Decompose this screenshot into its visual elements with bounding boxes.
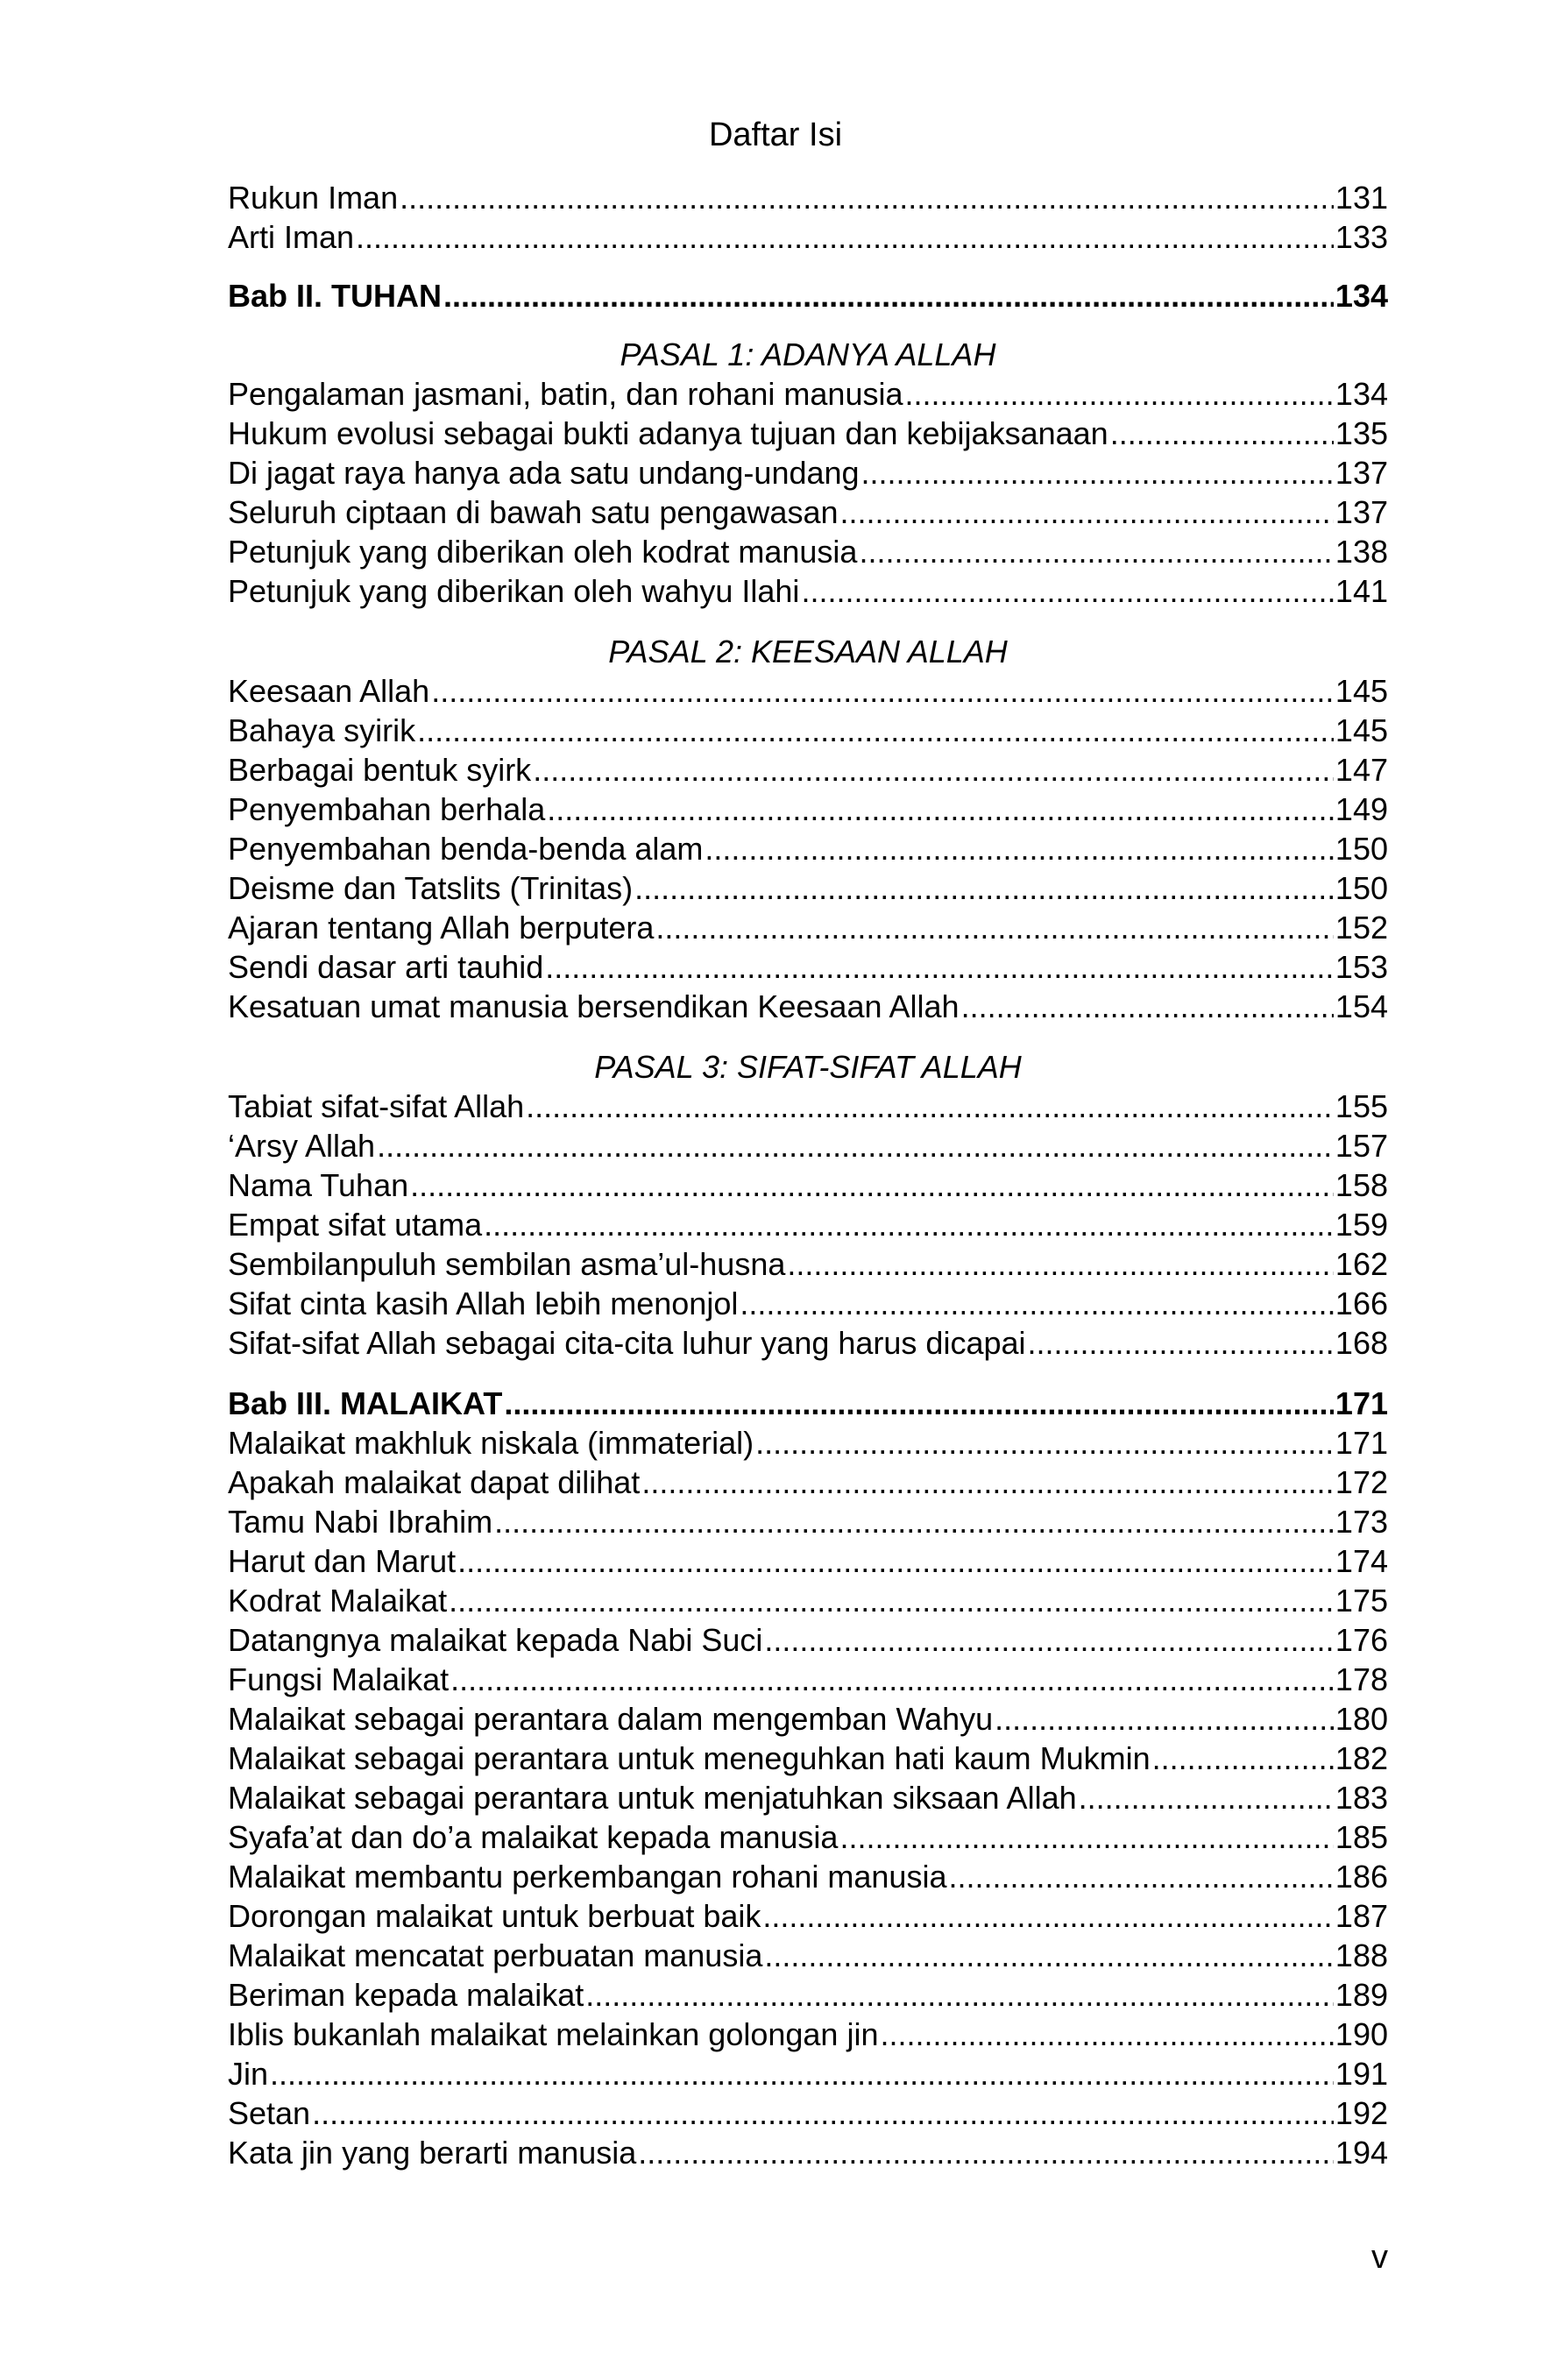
dot-leader [417, 711, 1334, 750]
toc-entry-title: Kata jin yang berarti manusia [228, 2135, 637, 2171]
toc-entry-title: Malaikat sebagai perantara dalam mengemban Wahyu [228, 1701, 994, 1737]
toc-entry-title: Tamu Nabi Ibrahim [228, 1504, 493, 1540]
dot-leader [634, 868, 1334, 908]
toc-entry[interactable] [228, 987, 1388, 1026]
toc-entry[interactable] [228, 1087, 1388, 1126]
toc-entry[interactable] [228, 374, 1388, 414]
toc-entry[interactable] [228, 790, 1388, 829]
toc-entry-title: Apakah malaikat dapat dilihat [228, 1464, 641, 1500]
toc-entry[interactable] [228, 671, 1388, 711]
toc-entry-page: 145 [1335, 712, 1388, 748]
dot-leader [449, 1581, 1334, 1620]
toc-entry-page: 186 [1335, 1859, 1388, 1895]
toc-entry-title: Malaikat makhluk niskala (immaterial) [228, 1425, 754, 1461]
toc-entry[interactable] [228, 868, 1388, 908]
toc-entry[interactable] [228, 532, 1388, 571]
chapter-entry-tuhan[interactable] [228, 276, 1388, 315]
dot-leader [545, 947, 1334, 987]
toc-entry-page: 171 [1335, 1425, 1388, 1461]
dot-leader [961, 987, 1334, 1026]
toc-entry[interactable] [228, 711, 1388, 750]
toc-entry[interactable] [228, 1817, 1388, 1857]
toc-entry-title: Syafa’at dan do’a malaikat kepada manusia [228, 1819, 839, 1855]
section-bab-3-entries [228, 1423, 1388, 2172]
dot-leader [312, 2093, 1334, 2133]
toc-entry-title: Malaikat membantu perkembangan rohani manusia [228, 1859, 947, 1895]
toc-entry-page: 192 [1335, 2095, 1388, 2131]
dot-leader [356, 217, 1334, 257]
toc-entry-page: 180 [1335, 1701, 1388, 1737]
toc-entry-title: Malaikat sebagai perantara untuk meneguhkan hati kaum Mukmin [228, 1740, 1151, 1776]
toc-entry-page: 155 [1335, 1088, 1388, 1124]
chapter-title: Bab II. TUHAN [228, 278, 443, 314]
dot-leader [705, 829, 1334, 868]
section-pasal-2-entries [228, 671, 1388, 1026]
toc-entry-page: 187 [1335, 1898, 1388, 1934]
toc-entry-title: Tabiat sifat-sifat Allah [228, 1088, 525, 1124]
toc-entry-title: Hukum evolusi sebagai bukti adanya tujuan dan kebijaksanaan [228, 415, 1108, 451]
toc-entry-title: Keesaan Allah [228, 673, 430, 709]
toc-entry-page: 158 [1335, 1167, 1388, 1203]
toc-entry-page: 137 [1335, 455, 1388, 491]
toc-entry-title: Malaikat mencatat perbuatan manusia [228, 1937, 763, 1973]
toc-entry-page: 138 [1335, 534, 1388, 570]
toc-entry-title: Seluruh ciptaan di bawah satu pengawasan [228, 494, 839, 530]
dot-leader [755, 1423, 1334, 1463]
toc-entry-title: Harut dan Marut [228, 1543, 457, 1579]
toc-entry-page: 147 [1335, 752, 1388, 788]
toc-entry[interactable] [228, 1502, 1388, 1541]
toc-entry-title: Nama Tuhan [228, 1167, 409, 1203]
dot-leader [443, 276, 1334, 315]
section-heading-pasal-1: PASAL 1: ADANYA ALLAH [620, 336, 996, 372]
toc-entry-page: 149 [1335, 791, 1388, 827]
dot-leader [400, 178, 1334, 217]
toc-entry-page: 134 [1335, 376, 1388, 412]
dot-leader [585, 1975, 1334, 2015]
toc-entry-page: 172 [1335, 1464, 1388, 1500]
toc-entry-page: 174 [1335, 1543, 1388, 1579]
toc-entry[interactable] [228, 1463, 1388, 1502]
dot-leader [948, 1857, 1333, 1896]
toc-entry-title: Arti Iman [228, 219, 355, 255]
toc-entry[interactable] [228, 1975, 1388, 2015]
toc-entry-title: Sifat-sifat Allah sebagai cita-cita luhur yang harus dicapai [228, 1325, 1026, 1361]
toc-entry-title: Fungsi Malaikat [228, 1661, 450, 1697]
dot-leader [457, 1541, 1334, 1581]
toc-entry-page: 166 [1335, 1286, 1388, 1321]
dot-leader [410, 1165, 1334, 1205]
dot-leader [764, 1620, 1334, 1660]
dot-leader [839, 1817, 1333, 1857]
toc-entry-page: 152 [1335, 910, 1388, 946]
toc-entry-title: Di jagat raya hanya ada satu undang-undang [228, 455, 860, 491]
toc-entry-page: 159 [1335, 1207, 1388, 1243]
toc-entry[interactable] [228, 2015, 1388, 2054]
dot-leader [638, 2133, 1334, 2172]
toc-entry[interactable] [228, 1244, 1388, 1284]
toc-entry-page: 191 [1335, 2056, 1388, 2092]
dot-leader [764, 1936, 1334, 1975]
dot-leader [904, 374, 1333, 414]
toc-entry-page: 157 [1335, 1128, 1388, 1164]
toc-entry-page: 133 [1335, 219, 1388, 255]
section-heading-pasal-2: PASAL 2: KEESAAN ALLAH [608, 634, 1008, 669]
toc-entry[interactable] [228, 1423, 1388, 1463]
chapter-title: Bab III. MALAIKAT [228, 1385, 503, 1421]
toc-entry[interactable] [228, 1205, 1388, 1244]
dot-leader [270, 2054, 1334, 2093]
dot-leader [1079, 1778, 1334, 1817]
toc-entry-page: 154 [1335, 988, 1388, 1024]
toc-entry-title: Datangnya malaikat kepada Nabi Suci [228, 1622, 763, 1658]
toc-entry[interactable] [228, 1126, 1388, 1165]
toc-entry-page: 131 [1335, 180, 1388, 216]
toc-entry-title: Berbagai bentuk syirk [228, 752, 532, 788]
toc-entry-page: 175 [1335, 1583, 1388, 1619]
toc-entry-page: 190 [1335, 2016, 1388, 2052]
toc-entry-page: 137 [1335, 494, 1388, 530]
section-heading-pasal-3: PASAL 3: SIFAT-SIFAT ALLAH [594, 1049, 1022, 1085]
dot-leader [1110, 414, 1334, 453]
section-pasal-3-entries [228, 1087, 1388, 1363]
toc-entry-title: Petunjuk yang diberikan oleh wahyu Ilahi [228, 573, 800, 609]
dot-leader [861, 453, 1334, 492]
toc-entry-page: 189 [1335, 1977, 1388, 2013]
chapter-entry-malaikat[interactable] [228, 1384, 1388, 1423]
toc-entry[interactable] [228, 2054, 1388, 2093]
dot-leader [840, 492, 1334, 532]
toc-entry-page: 141 [1335, 573, 1388, 609]
dot-leader [995, 1699, 1334, 1739]
toc-entry-page: 150 [1335, 870, 1388, 906]
toc-entry-page: 153 [1335, 949, 1388, 985]
toc-entry[interactable] [228, 908, 1388, 947]
dot-leader [740, 1284, 1334, 1323]
dot-leader [1028, 1323, 1334, 1363]
toc-entry-page: 182 [1335, 1740, 1388, 1776]
toc-entry-page: 194 [1335, 2135, 1388, 2171]
dot-leader [762, 1896, 1334, 1936]
toc-entry-title: Sifat cinta kasih Allah lebih menonjol [228, 1286, 739, 1321]
toc-entry[interactable] [228, 1165, 1388, 1205]
toc-entry[interactable] [228, 1739, 1388, 1778]
toc-entry[interactable] [228, 492, 1388, 532]
section-pasal-1-entries [228, 374, 1388, 611]
toc-entry[interactable] [228, 2093, 1388, 2133]
dot-leader [880, 2015, 1333, 2054]
dot-leader [641, 1463, 1334, 1502]
toc-entry-title: Dorongan malaikat untuk berbuat baik [228, 1898, 761, 1934]
toc-entry[interactable] [228, 571, 1388, 611]
page-title: Daftar Isi [708, 117, 843, 153]
dot-leader [526, 1087, 1334, 1126]
dot-leader [431, 671, 1334, 711]
toc-entry[interactable] [228, 1284, 1388, 1323]
toc-entry[interactable] [228, 1857, 1388, 1896]
chapter-page: 134 [1335, 278, 1388, 314]
toc-entry[interactable] [228, 947, 1388, 987]
toc-entry[interactable] [228, 1660, 1388, 1699]
toc-entry-page: 168 [1335, 1325, 1388, 1361]
dot-leader [504, 1384, 1334, 1423]
toc-entry-page: 188 [1335, 1937, 1388, 1973]
toc-entry[interactable] [228, 414, 1388, 453]
chapter-page: 171 [1335, 1385, 1388, 1421]
toc-entry-title: Kesatuan umat manusia bersendikan Keesaan Allah [228, 988, 960, 1024]
dot-leader [801, 571, 1333, 611]
toc-entry-page: 162 [1335, 1246, 1388, 1282]
dot-leader [533, 750, 1334, 790]
dot-leader [547, 790, 1334, 829]
dot-leader [787, 1244, 1334, 1284]
toc-entry[interactable] [228, 1778, 1388, 1817]
toc-entry[interactable] [228, 178, 1388, 217]
toc-entry-title: Ajaran tentang Allah berputera [228, 910, 655, 946]
toc-entry-title: Empat sifat utama [228, 1207, 483, 1243]
toc-entry[interactable] [228, 1541, 1388, 1581]
dot-leader [377, 1126, 1334, 1165]
dot-leader [494, 1502, 1334, 1541]
toc-entry-title: Malaikat sebagai perantara untuk menjatuhkan siksaan Allah [228, 1780, 1077, 1816]
toc-entry-title: Setan [228, 2095, 311, 2131]
toc-entry-title: Pengalaman jasmani, batin, dan rohani manusia [228, 376, 903, 412]
toc-entry-title: Deisme dan Tatslits (Trinitas) [228, 870, 634, 906]
toc-entry-title: ‘Arsy Allah [228, 1128, 376, 1164]
toc-entry-page: 173 [1335, 1504, 1388, 1540]
page-number: v [1371, 2239, 1388, 2276]
toc-entry[interactable] [228, 1323, 1388, 1363]
toc-entry[interactable] [228, 453, 1388, 492]
toc-entry[interactable] [228, 2133, 1388, 2172]
toc-entry-page: 145 [1335, 673, 1388, 709]
dot-leader [1152, 1739, 1334, 1778]
toc-entry-page: 135 [1335, 415, 1388, 451]
toc-entry-title: Sembilanpuluh sembilan asma’ul-husna [228, 1246, 786, 1282]
toc-entry-title: Beriman kepada malaikat [228, 1977, 584, 2013]
toc-entry-title: Jin [228, 2056, 269, 2092]
toc-entry[interactable] [228, 1581, 1388, 1620]
toc-entry-page: 183 [1335, 1780, 1388, 1816]
toc-entry-title: Bahaya syirik [228, 712, 416, 748]
toc-entry-title: Petunjuk yang diberikan oleh kodrat manusia [228, 534, 858, 570]
dot-leader [450, 1660, 1334, 1699]
toc-entry[interactable] [228, 1699, 1388, 1739]
toc-entry-title: Kodrat Malaikat [228, 1583, 448, 1619]
dot-leader [859, 532, 1333, 571]
toc-entry-title: Rukun Iman [228, 180, 399, 216]
toc-entry[interactable] [228, 829, 1388, 868]
table-of-contents [228, 178, 1388, 2172]
toc-entry-title: Iblis bukanlah malaikat melainkan golongan jin [228, 2016, 879, 2052]
toc-entry-title: Penyembahan benda-benda alam [228, 831, 704, 867]
toc-entry-title: Sendi dasar arti tauhid [228, 949, 544, 985]
toc-entry-page: 176 [1335, 1622, 1388, 1658]
toc-entry-page: 185 [1335, 1819, 1388, 1855]
toc-entry[interactable] [228, 1620, 1388, 1660]
toc-entry-page: 178 [1335, 1661, 1388, 1697]
dot-leader [655, 908, 1334, 947]
toc-entry[interactable] [228, 1936, 1388, 1975]
toc-entry[interactable] [228, 1896, 1388, 1936]
toc-entry-page: 150 [1335, 831, 1388, 867]
dot-leader [484, 1205, 1334, 1244]
toc-entry-title: Penyembahan berhala [228, 791, 546, 827]
toc-entry[interactable] [228, 750, 1388, 790]
toc-entry[interactable] [228, 217, 1388, 257]
